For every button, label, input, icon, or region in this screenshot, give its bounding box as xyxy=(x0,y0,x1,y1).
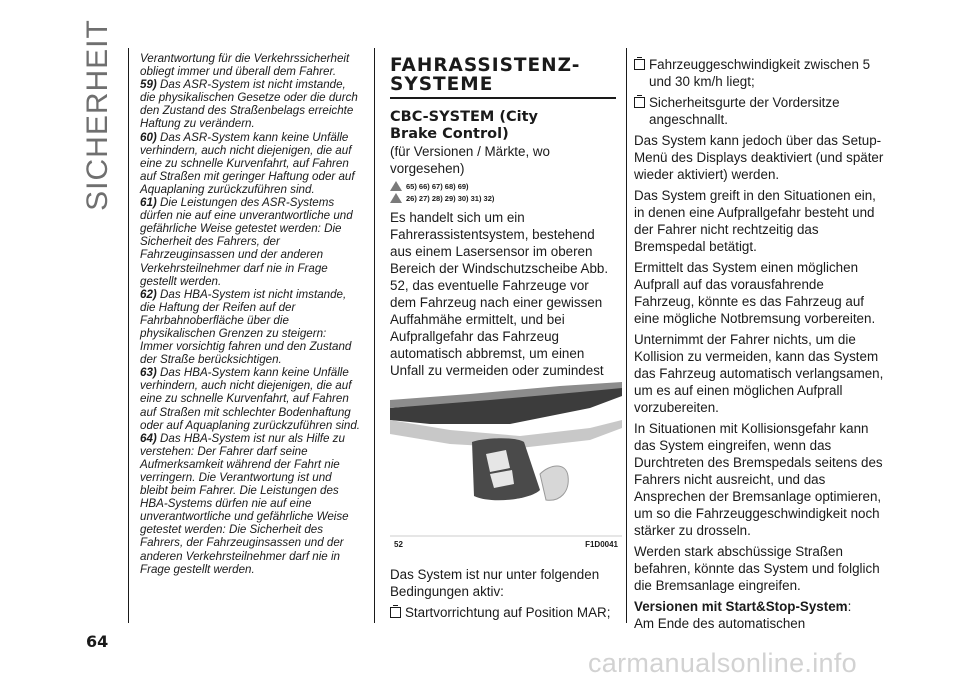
windshield-sensor-illustration xyxy=(390,380,622,540)
paragraph-start-stop: Am Ende des automatischen xyxy=(634,616,806,631)
start-stop-heading: Versionen mit Start&Stop-System: xyxy=(634,599,852,614)
note-60: 60) Das ASR-System kann keine Unfälle verhindern, auch nicht diejenigen, die auf eine zu schnelle Kurvenfahrt, auf Fahren auf Straßen mit geringer Haftung oder auf Aquaplaning zurückzuführen sind. xyxy=(140,130,355,196)
paragraph-downhill: Werden stark abschüssige Straßen befahren, könnte das System und folglich die Bremsanlage eingreifen. xyxy=(634,544,880,593)
section-tab xyxy=(78,19,118,211)
warning-refs: 65) 66) 67) 68) 69) xyxy=(390,181,616,191)
paragraph-collision: In Situationen mit Kollisionsgefahr kann das System eingreifen, wenn das Durchtreten des Bremspedals seitens des Fahrers nicht ausreicht, und das Ansprechen der Bremsanlage optimieren, um so die Fahrzeuggeschwindigkeit noch stärker zu drosseln. xyxy=(634,421,883,538)
bullet-seatbelts: Sicherheitsgurte der Vordersitze angeschnallt. xyxy=(634,94,884,128)
bullet-square-icon xyxy=(634,97,645,108)
section-tab-label: SICHERHEIT xyxy=(81,19,114,211)
paragraph-deactivation: Das System kann jedoch über das Setup-Menü des Displays deaktiviert (und später wieder aktiviert) werden. xyxy=(634,133,884,182)
note-61: 61) Die Leistungen des ASR-Systems dürfen nie auf eine unverantwortliche und gefährliche Weise getestet werden: Die Sicherheit des Fahrers, der Fahrzeuginsassen und der anderen Verkehrsteilnehmer darf nie in Frage gestellt werden. xyxy=(140,196,353,288)
intro-text: Verantwortung für die Verkehrssicherheit obliegt immer und überall dem Fahrer. xyxy=(140,52,350,79)
figure-number: 52 xyxy=(394,540,403,549)
bullet-square-icon xyxy=(634,59,645,70)
note-62: 62) Das HBA-System ist nicht imstande, die Haftung der Reifen auf der Fahrbahnoberfläche über die physikalischen Grenzen zu steigern: Immer vorsichtig fahren und den Zustand der Straße berücksichtigen. xyxy=(140,287,352,367)
activation-conditions-intro: Das System ist nur unter folgenden Bedingungen aktiv: xyxy=(390,567,600,599)
subsection-heading: CBC-SYSTEM (City Brake Control) xyxy=(390,109,538,142)
right-column xyxy=(634,56,884,636)
bullet-square-icon xyxy=(390,607,401,618)
column-divider-left xyxy=(128,48,129,623)
figure-windshield-sensor xyxy=(390,380,622,548)
column-divider-middle xyxy=(374,48,375,623)
heading-rule xyxy=(390,97,616,99)
note-64: 64) Das HBA-System ist nur als Hilfe zu verstehen: Der Fahrer darf seine Aufmerksamkeit während der Fahrt nie verringern. Die Verantwortung ist und bleibt beim Fahrer. Die Leistungen des HBA-Systems dürfen nie auf eine unverantwortliche und gefährliche Weise getestet werden: Die Sicherheit des Fahrers, der Fahrzeuginsassen und der anderen Verkehrsteilnehmer darf nie in Frage gestellt werden. xyxy=(140,431,349,576)
warning-triangle-icon xyxy=(390,181,402,191)
paragraph-intervention: Das System greift in den Situationen ein, in denen eine Aufprallgefahr besteht und der Fahrer nicht rechtzeitig das Bremspedal betätigt. xyxy=(634,188,876,254)
column-divider-right xyxy=(626,48,627,623)
bullet-speed: Fahrzeuggeschwindigkeit zwischen 5 und 30 km/h liegt; xyxy=(634,56,884,90)
system-description: Es handelt sich um ein Fahrerassistentsystem, bestehend aus einem Lasersensor im oberen Bereich der Windschutzscheibe Abb. 52, das eventuelle Fahrzeuge vor dem Fahrzeug nach einer gewissen Auffahmähe ermittelt, und bei Aufprallgefahr das Fahrzeug automatisch abbremst, um einen Unfall zu vermeiden oder zumindest xyxy=(390,210,609,378)
section-heading: FAHRASSISTENZ- SYSTEME xyxy=(390,55,581,95)
left-column xyxy=(140,52,362,576)
caution-refs: 26) 27) 28) 29) 30) 31) 32) xyxy=(390,193,616,203)
figure-code: F1D0041 xyxy=(585,540,618,549)
page-number: 64 xyxy=(86,632,109,651)
caution-triangle-icon xyxy=(390,193,402,203)
paragraph-preparation: Ermittelt das System einen möglichen Aufprall auf das vorausfahrende Fahrzeug, könnte es das Fahrzeug auf eine mögliche Notbremsung vorbereiten. xyxy=(634,260,876,326)
middle-column xyxy=(390,56,616,400)
paragraph-slowdown: Unternimmt der Fahrer nichts, um die Kollision zu vermeiden, kann das System das Fahrzeug automatisch verlangsamen, um es auf einen möglichen Aufprall vorzubereiten. xyxy=(634,332,884,415)
versions-note: (für Versionen / Märkte, wo vorgesehen) xyxy=(390,144,551,176)
note-59: 59) Das ASR-System ist nicht imstande, die physikalischen Gesetze oder die durch den Zustand des Straßenbelags erreichte Haftung zu verändern. xyxy=(140,78,358,131)
note-63: 63) Das HBA-System kann keine Unfälle verhindern, auch nicht diejenigen, die auf eine zu schnelle Kurvenfahrt, auf Fahren auf Straßen mit schlechter Bodenhaftung oder auf Aquaplaning zurückzuführen sind. xyxy=(140,366,360,432)
middle-column-bottom xyxy=(390,566,616,625)
bullet-ignition: Startvorrichtung auf Position MAR; xyxy=(390,604,616,621)
watermark: carmanualsonline.info xyxy=(588,648,857,678)
